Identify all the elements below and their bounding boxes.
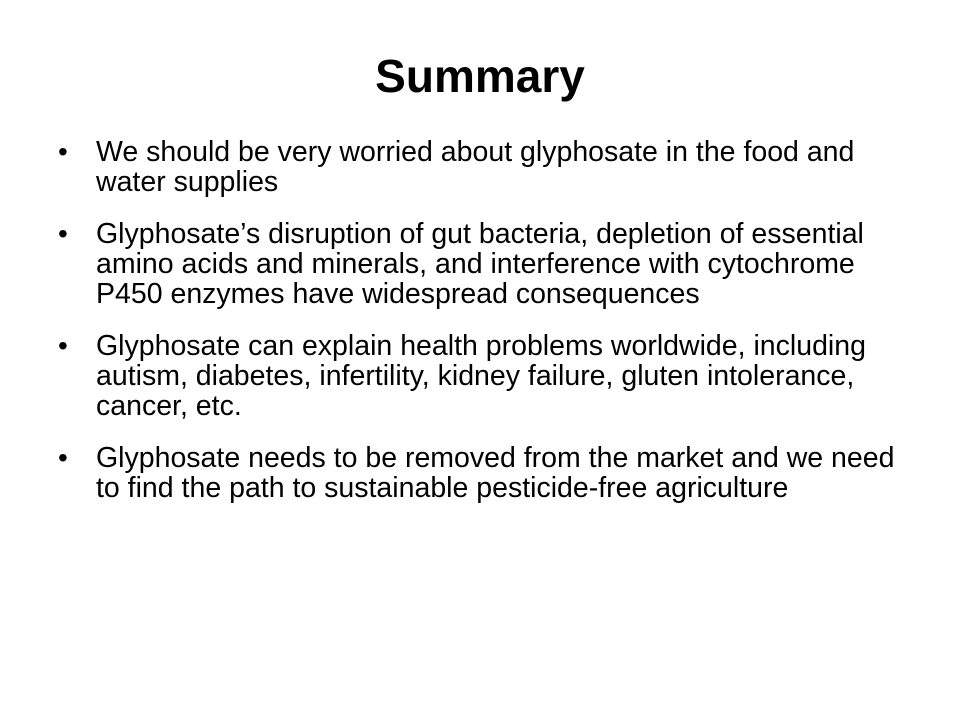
bullet-text: Glyphosate’s disruption of gut bacteria, depletion of essential amino acids and minerals, and interference with cytochrome P450 enzymes have widespread consequences xyxy=(96,218,864,310)
bullet-icon: • xyxy=(58,136,68,167)
bullet-item xyxy=(58,331,908,421)
bullet-item xyxy=(58,443,908,503)
bullet-icon: • xyxy=(58,330,68,361)
bullet-icon: • xyxy=(58,442,68,473)
bullet-text: Glyphosate needs to be removed from the market and we need to find the path to sustainable pesticide-free agriculture xyxy=(96,442,895,504)
bullet-text: Glyphosate can explain health problems worldwide, including autism, diabetes, infertility, kidney failure, gluten intolerance, cancer, etc. xyxy=(96,330,866,422)
bullet-item xyxy=(58,219,908,309)
slide-title: Summary xyxy=(375,50,585,102)
bullet-list xyxy=(58,137,908,525)
bullet-text: We should be very worried about glyphosate in the food and water supplies xyxy=(96,136,855,198)
bullet-icon: • xyxy=(58,218,68,249)
bullet-item xyxy=(58,137,908,197)
